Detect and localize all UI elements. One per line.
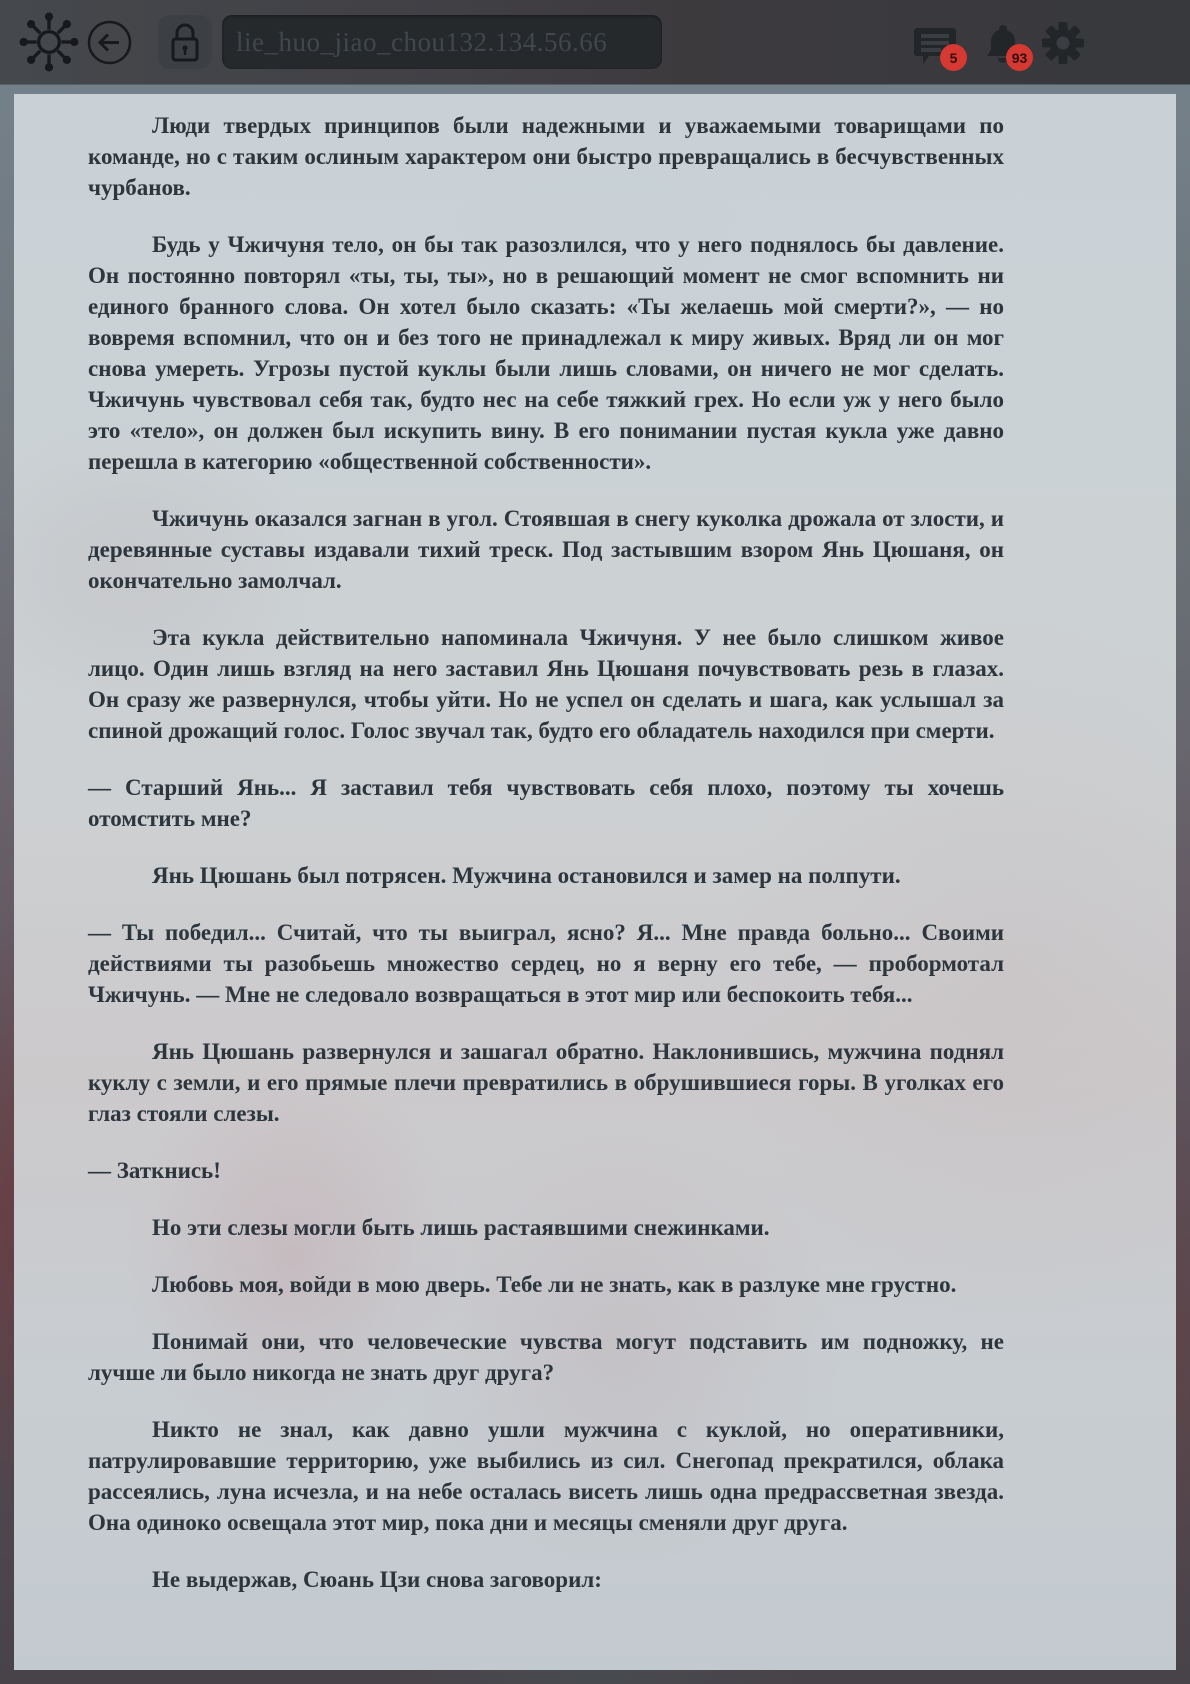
- paragraph: Янь Цюшань развернулся и зашагал обратно. Наклонившись, мужчина поднял куклу с земли, и его прямые плечи превратились в обрушившиеся горы. В уголках его глаз стояли слезы.: [88, 1039, 1004, 1126]
- paragraph: Янь Цюшань был потрясен. Мужчина остановился и замер на полпути.: [152, 863, 901, 888]
- paragraph: — Старший Янь... Я заставил тебя чувствовать себя плохо, поэтому ты хочешь отомстить мне?: [88, 775, 1004, 831]
- paragraph: Будь у Чжичуня тело, он бы так разозлился, что у него поднялось бы давление. Он постоянно повторял «ты, ты, ты», но в решающий момент не смог вспомнить ни единого бранного слова. Он хотел было сказать: «Ты желаешь мой смерти?», — но вовремя вспомнил, что он и без того не принадлежал к миру живых. Вряд ли он мог снова умереть. Угрозы пустой куклы были лишь словами, он ничего не мог сделать. Чжичунь чувствовал себя так, будто нес на себе тяжкий грех. Но если уж у него было это «тело», он должен был искупить вину. В его понимании пустая кукла уже давно перешла в категорию «общественной собственности».: [88, 232, 1004, 474]
- paragraph: Никто не знал, как давно ушли мужчина с куклой, но оперативники, патрулировавшие территорию, уже выбились из сил. Снегопад прекратился, облака рассеялись, луна исчезла, и на небе осталась висеть лишь одна предрассветная звезда. Она одиноко освещала этот мир, пока дни и месяцы сменяли друг друга.: [88, 1417, 1004, 1535]
- lock-button[interactable]: [158, 15, 212, 69]
- paragraph: Не выдержав, Сюань Цзи снова заговорил:: [152, 1567, 602, 1592]
- address-url: lie_huo_jiao_chou132.134.56.66: [236, 26, 608, 57]
- paragraph: Чжичунь оказался загнан в угол. Стоявшая в снегу куколка дрожала от злости, и деревянные суставы издавали тихий треск. Под застывшим взором Янь Цюшаня, он окончательно замолчал.: [88, 506, 1004, 593]
- paragraph: Люди твердых принципов были надежными и уважаемыми товарищами по команде, но с таким ослиным характером они быстро превращались в бесчувственных чурбанов.: [88, 113, 1004, 200]
- comments-badge: 5: [940, 44, 967, 71]
- settings-gear-icon: [1040, 20, 1086, 66]
- reader-page[interactable]: [14, 94, 1176, 1670]
- network-icon[interactable]: [18, 11, 80, 73]
- paragraph: Любовь моя, войди в мою дверь. Тебе ли не знать, как в разлуке мне грустно.: [152, 1272, 957, 1297]
- address-bar[interactable]: [222, 15, 662, 69]
- back-button[interactable]: [86, 19, 133, 66]
- paragraph: — Заткнись!: [88, 1158, 221, 1183]
- paragraph: Понимай они, что человеческие чувства могут подставить им подножку, не лучше ли было никогда не знать друг друга?: [88, 1329, 1004, 1385]
- settings-button[interactable]: [1040, 20, 1086, 66]
- paragraph: Но эти слезы могли быть лишь растаявшими снежинками.: [152, 1215, 770, 1240]
- paragraph: Эта кукла действительно напоминала Чжичуня. У нее было слишком живое лицо. Один лишь взгляд на него заставил Янь Цюшаня почувствовать резь в глазах. Он сразу же развернулся, чтобы уйти. Но не успел он сделать и шага, как услышал за спиной дрожащий голос. Голос звучал так, будто его обладатель находился при смерти.: [88, 625, 1004, 743]
- chapter-text: [14, 94, 1176, 1595]
- paragraph: — Ты победил... Считай, что ты выиграл, ясно? Я... Мне правда больно... Своими действиями ты разобьешь множество сердец, но я верну его тебе, — пробормотал Чжичунь. — Мне не следовало возвращаться в этот мир или беспокоить тебя...: [88, 920, 1004, 1007]
- lock-icon: [165, 20, 205, 64]
- top-toolbar: [0, 0, 1190, 84]
- notifications-badge: 93: [1006, 44, 1033, 71]
